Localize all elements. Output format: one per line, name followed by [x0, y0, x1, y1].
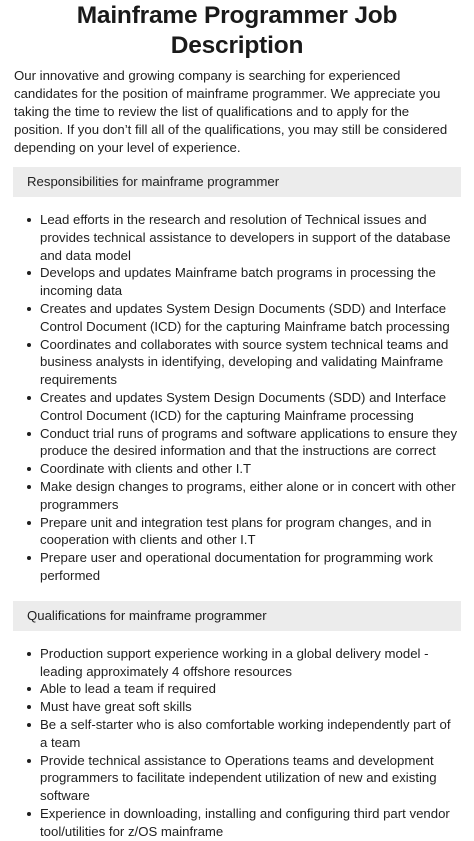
list-item: Conduct trial runs of programs and software applications to ensure they produce the desired information and that the instructions are correct [26, 425, 461, 461]
list-item: Coordinates and collaborates with source system technical teams and business analysts in identifying, developing and validating Mainframe requirements [26, 336, 461, 389]
list-item: Must have great soft skills [26, 698, 461, 716]
list-item: Creates and updates System Design Documents (SDD) and Interface Control Document (ICD) for the capturing Mainframe batch processing [26, 300, 461, 336]
list-item: Make design changes to programs, either alone or in concert with other programmers [26, 478, 461, 514]
list-item: Production support experience working in a global delivery model - leading approximately 4 offshore resources [26, 645, 461, 681]
list-item: Lead efforts in the research and resolution of Technical issues and provides technical assistance to developers in support of the database and data model [26, 211, 461, 264]
list-item: Prepare user and operational documentation for programming work performed [26, 549, 461, 585]
job-description-page [0, 1, 474, 839]
list-item: Develops and updates Mainframe batch programs in processing the incoming data [26, 264, 461, 300]
responsibilities-list [13, 211, 461, 585]
list-item: Able to lead a team if required [26, 680, 461, 698]
list-item: Provide technical assistance to Operations teams and development programmers to facilitate independent utilization of new and existing software [26, 752, 461, 805]
qualifications-list [13, 645, 461, 841]
intro-paragraph: Our innovative and growing company is searching for experienced candidates for the position of mainframe programmer. We appreciate you taking the time to review the list of qualifications and to apply for the position. If you don’t fill all of the qualifications, you may still be considered depending on your level of experience. [14, 68, 448, 155]
responsibilities-heading: Responsibilities for mainframe programmer [13, 167, 461, 197]
list-item: Experience in downloading, installing and configuring third part vendor tool/utilities for z/OS mainframe [26, 805, 461, 841]
list-item: Creates and updates System Design Documents (SDD) and Interface Control Document (ICD) for the capturing Mainframe processing [26, 389, 461, 425]
qualifications-heading: Qualifications for mainframe programmer [13, 601, 461, 631]
list-item: Be a self-starter who is also comfortable working independently part of a team [26, 716, 461, 752]
page-title: Mainframe Programmer Job Description [76, 2, 398, 59]
list-item: Coordinate with clients and other I.T [26, 460, 461, 478]
list-item: Prepare unit and integration test plans for program changes, and in cooperation with clients and other I.T [26, 514, 461, 550]
